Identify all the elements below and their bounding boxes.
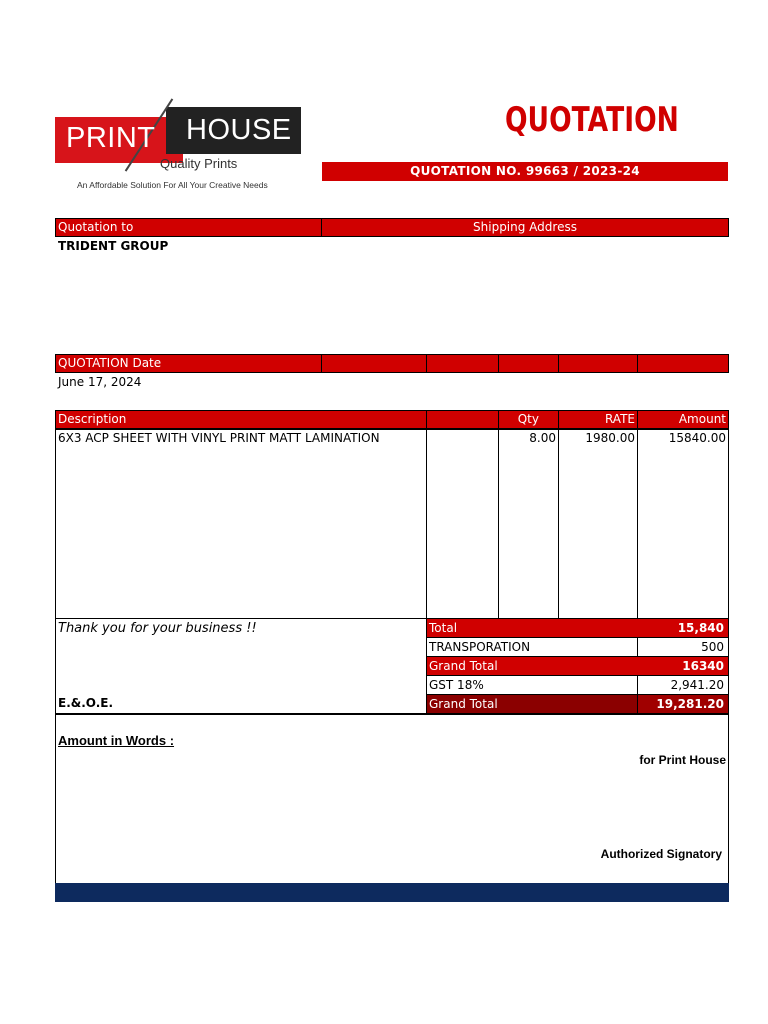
eoe-note: E.&.O.E. <box>58 696 114 710</box>
divider <box>321 354 322 373</box>
divider <box>498 354 499 373</box>
total-label: Total <box>429 621 458 635</box>
item-description: 6X3 ACP SHEET WITH VINYL PRINT MATT LAMINATION <box>58 431 380 445</box>
transport-label: TRANSPORATION <box>429 640 531 654</box>
footer-bar <box>55 883 729 902</box>
logo-word-house: HOUSE <box>186 114 292 146</box>
for-company: for Print House <box>639 753 726 767</box>
document-title: QUOTATION <box>505 100 679 140</box>
divider <box>637 354 638 373</box>
quotation-date-label: QUOTATION Date <box>58 356 162 370</box>
col-rate: RATE <box>604 412 635 426</box>
logo-tagline: An Affordable Solution For All Your Creative Needs <box>77 180 268 190</box>
gst-value: 2,941.20 <box>670 678 724 692</box>
customer-name: TRIDENT GROUP <box>58 239 169 253</box>
grand-total-label: Grand Total <box>429 659 498 673</box>
item-rate: 1980.00 <box>585 431 635 445</box>
item-amount: 15840.00 <box>668 431 726 445</box>
divider <box>427 713 728 715</box>
divider <box>558 354 559 373</box>
logo-word-print: PRINT <box>66 122 156 154</box>
shipping-address-label: Shipping Address <box>473 220 577 234</box>
thank-you-note: Thank you for your business !! <box>58 621 257 636</box>
col-amount: Amount <box>678 412 726 426</box>
gst-label: GST 18% <box>429 678 484 692</box>
quotation-date-value: June 17, 2024 <box>58 375 142 389</box>
item-qty: 8.00 <box>529 431 556 445</box>
amount-in-words-label: Amount in Words : <box>58 733 175 748</box>
col-qty: Qty <box>517 412 539 426</box>
total-value: 15,840 <box>677 621 724 635</box>
quotation-to-label: Quotation to <box>58 220 134 234</box>
final-total-value: 19,281.20 <box>656 697 724 711</box>
divider <box>55 713 427 715</box>
col-description: Description <box>58 412 127 426</box>
divider <box>426 354 427 373</box>
authorized-signatory: Authorized Signatory <box>600 847 722 861</box>
logo-subtitle: Quality Prints <box>160 156 238 171</box>
transport-value: 500 <box>701 640 724 654</box>
grand-total-value: 16340 <box>682 659 724 673</box>
quotation-number: QUOTATION NO. 99663 / 2023-24 <box>322 162 728 181</box>
final-total-label: Grand Total <box>429 697 498 711</box>
